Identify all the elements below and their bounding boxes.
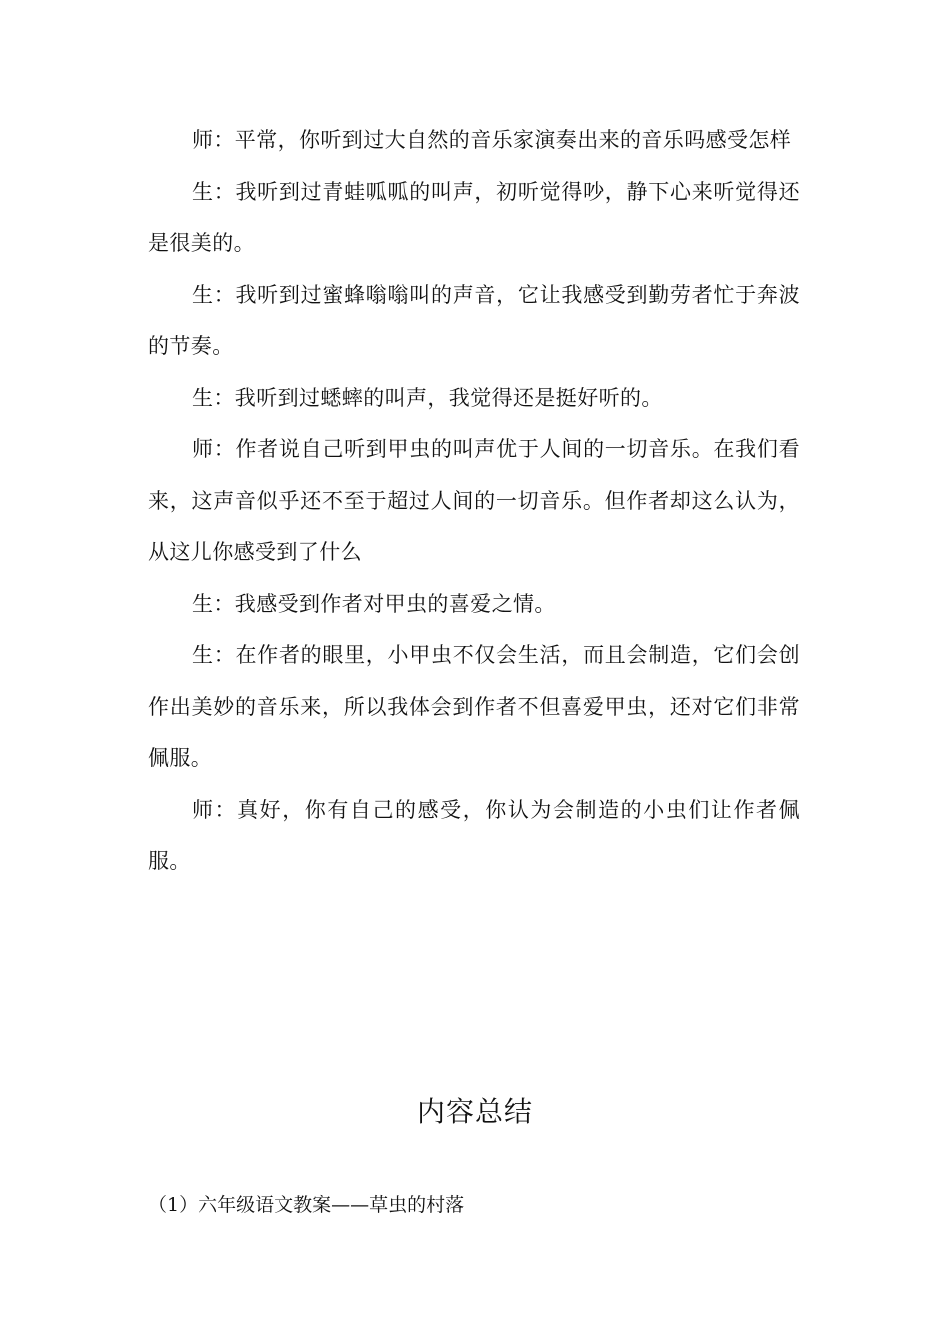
summary-item: （1）六年级语文教案——草虫的村落 — [148, 1194, 465, 1216]
dialogue-paragraph: 师：作者说自己听到甲虫的叫声优于人间的一切音乐。在我们看来，这声音似乎还不至于超过人间的一切音乐。但作者却这么认为，从这儿你感受到了什么 — [148, 437, 800, 564]
dialogue-paragraph: 师：平常，你听到过大自然的音乐家演奏出来的音乐吗感受怎样 — [192, 128, 792, 152]
dialogue-paragraph: 生：我听到过青蛙呱呱的叫声，初听觉得吵，静下心来听觉得还是很美的。 — [148, 179, 800, 255]
dialogue-paragraph: 生：我听到过蜜蜂嗡嗡叫的声音，它让我感受到勤劳者忙于奔波的节奏。 — [148, 282, 800, 358]
dialogue-paragraph: 生：我听到过蟋蟀的叫声，我觉得还是挺好听的。 — [192, 385, 663, 410]
dialogue-paragraph: 生：在作者的眼里，小甲虫不仅会生活，而且会制造，它们会创作出美妙的音乐来，所以我体会到作者不但喜爱甲虫，还对它们非常佩服。 — [148, 643, 800, 770]
summary-heading: 内容总结 — [416, 1095, 533, 1128]
dialogue-paragraph: 生：我感受到作者对甲虫的喜爱之情。 — [192, 591, 556, 616]
dialogue-section — [148, 115, 800, 888]
dialogue-paragraph: 师：真好，你有自己的感受，你认为会制造的小虫们让作者佩服。 — [148, 797, 800, 873]
